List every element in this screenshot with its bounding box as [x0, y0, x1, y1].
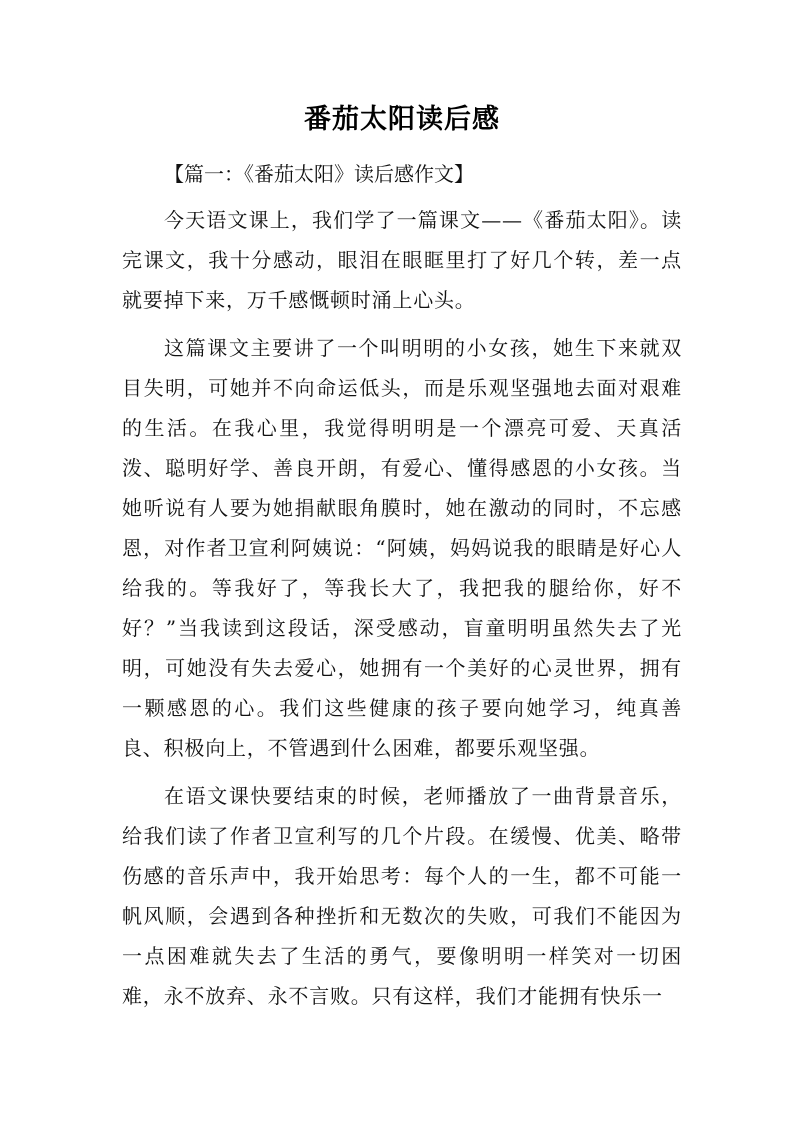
document-page — [122, 0, 682, 1131]
paragraph-1: 今天语文课上，我们学了一篇课文——《番茄太阳》。读完课文，我十分感动，眼泪在眼眶里打了好几个转，差一点就要掉下来，万千感慨顿时涌上心头。 — [122, 208, 682, 312]
paragraph-3: 在语文课快要结束的时候，老师播放了一曲背景音乐，给我们读了作者卫宣利写的几个片段。在缓慢、优美、略带伤感的音乐声中，我开始思考：每个人的一生，都不可能一帆风顺，会遇到各种挫折和无数次的失败，可我们不能因为一点困难就失去了生活的勇气，要像明明一样笑对一切困难，永不放弃、永不言败。只有这样，我们才能拥有快乐一 — [122, 784, 682, 1008]
document-title: 番茄太阳读后感 — [304, 104, 500, 135]
document-body — [122, 200, 682, 1016]
paragraph-2: 这篇课文主要讲了一个叫明明的小女孩，她生下来就双目失明，可她并不向命运低头，而是乐观坚强地去面对艰难的生活。在我心里，我觉得明明是一个漂亮可爱、天真活泼、聪明好学、善良开朗，有爱心、懂得感恩的小女孩。当她听说有人要为她捐献眼角膜时，她在激动的同时，不忘感恩，对作者卫宣利阿姨说：“阿姨，妈妈说我的眼睛是好心人给我的。等我好了，等我长大了，我把我的腿给你，好不好？”当我读到这段话，深受感动，盲童明明虽然失去了光明，可她没有失去爱心，她拥有一个美好的心灵世界，拥有一颗感恩的心。我们这些健康的孩子要向她学习，纯真善良、积极向上，不管遇到什么困难，都要乐观坚强。 — [122, 336, 682, 760]
section-heading: 【篇一：《番茄太阳》读后感作文】 — [164, 162, 474, 186]
